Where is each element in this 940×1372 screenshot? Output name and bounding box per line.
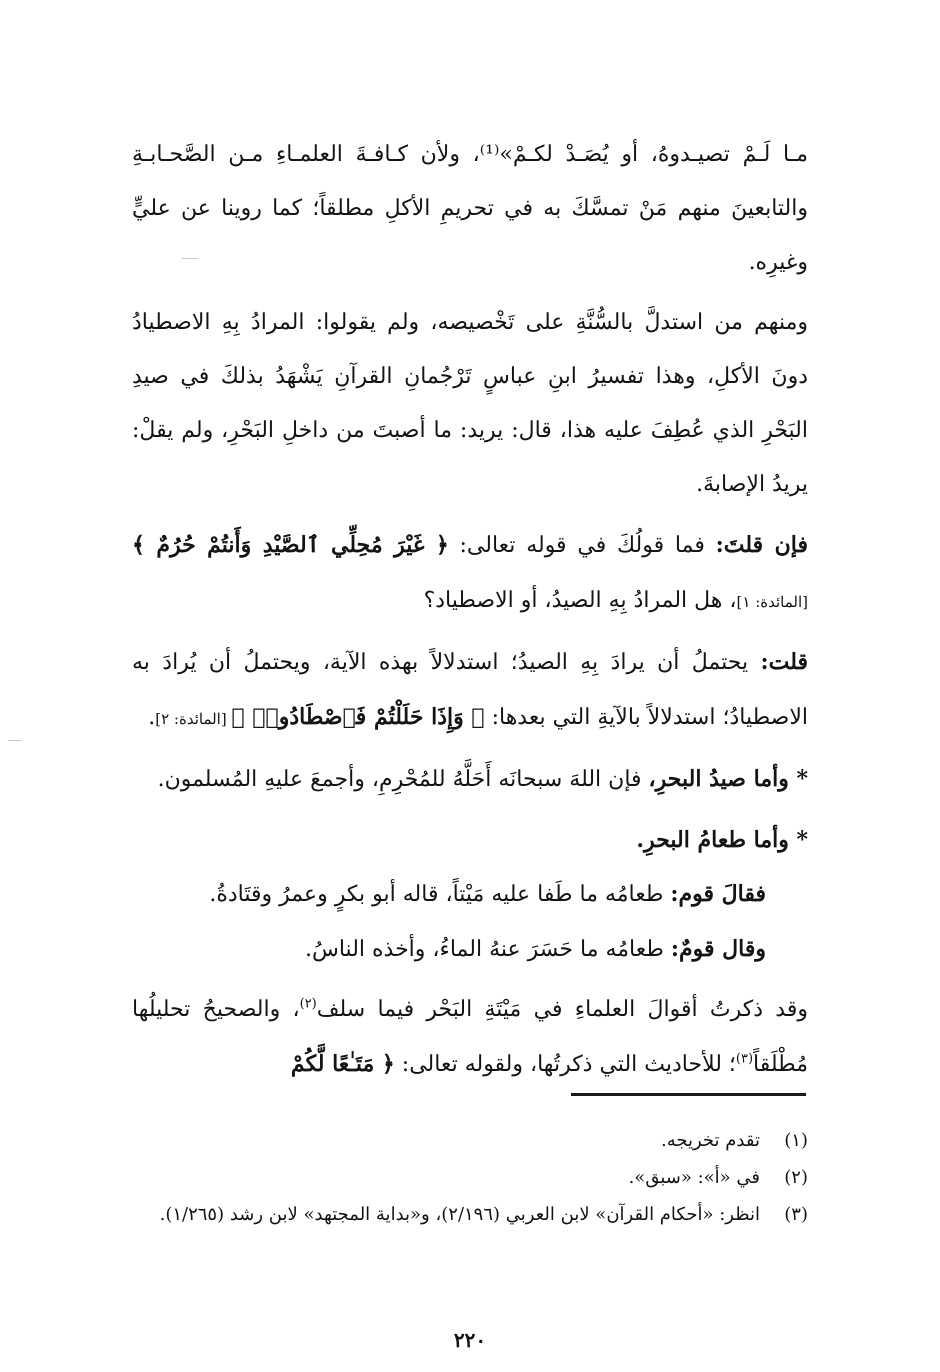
paragraph-5-text: فإن اللهَ سبحانَه أَحَلَّهُ للمُحْرِمِ، وأجمعَ عليهِ المُسلمون. [157, 767, 649, 792]
footnote-marker-3: (٣) [735, 1051, 754, 1067]
footnote-1 [132, 1122, 808, 1159]
footnote-marker-2: (٢) [299, 996, 317, 1012]
quran-verse-3: ﴿ مَتَـٰعًا لَّكُمْ [290, 1051, 395, 1077]
footnotes [132, 1122, 808, 1233]
paragraph-2: ومنهم من استدلَّ بالسُّنَّةِ على تَخْصيصه، ولم يقولوا: المرادُ بِهِ الاصطيادُ دونَ الأكلِ، وهذا تفسيرُ ابنِ عباسٍ تَرْجُمانِ القرآنِ يَشْهَدُ بذلكَ في صيدِ البَحْرِ الذي عُطِفَ عليه هذا، قال: يريد: ما أصبتَ من داخلِ البَحْرِ، ولم يقلْ: يريدُ الإصابةَ. [132, 310, 808, 497]
paragraph-3 [132, 518, 808, 629]
paragraph-9-text-c: ؛ للأحاديث التي ذكرتُها، ولقوله تعالى: [394, 1052, 736, 1077]
paragraph-9-text-a: وقد ذكرتُ أقوالَ العلماءِ في مَيْتَةِ البَحْر فيما سلف [316, 997, 808, 1022]
footnote-number: (٣) [784, 1204, 808, 1225]
paragraph-7 [132, 867, 808, 922]
footnote-3 [132, 1196, 808, 1233]
verse-reference-2: [المائدة: ٢] [155, 710, 232, 728]
scan-speck [8, 740, 22, 741]
paragraph-3-lead: فإن قلتَ: [715, 532, 808, 558]
paragraph-4-lead: قلت: [760, 649, 808, 675]
paragraph-7-lead: فقالَ قوم: [670, 881, 766, 907]
paragraph-8-text: طعامُه ما حَسَرَ عنهُ الماءُ، وأخذه الناسُ. [305, 937, 671, 962]
paragraph-4-text-b: . [148, 705, 156, 730]
paragraph-3-text-a: فما قولُكَ في قوله تعالى: [448, 533, 716, 558]
paragraph-8-lead: وقال قومٌ: [670, 936, 766, 962]
footnote-separator [571, 1093, 806, 1096]
footnote-text: تقدم تخريجه. [661, 1130, 760, 1151]
footnote-number: (٢) [784, 1167, 808, 1188]
scan-speck [182, 258, 198, 259]
paragraph-8 [132, 922, 808, 977]
footnote-text: في «أ»: «سبق». [628, 1167, 760, 1188]
paragraph-3-text-b: ، هل المرادُ بِهِ الصيدُ، أو الاصطياد؟ [423, 588, 737, 613]
paragraph-4 [132, 635, 808, 746]
quran-verse-1: ﴿ غَيْرَ مُحِلِّي ٱلصَّيْدِ وَأَنتُمْ حُرُمٌ ﴾ [132, 532, 449, 558]
footnote-number: (١) [784, 1130, 808, 1151]
main-text [132, 128, 808, 1092]
paragraph-6-heading: * وأما طعامُ البحرِ. [636, 827, 808, 853]
paragraph-7-text: طعامُه ما طَفا عليه مَيْتاً، قاله أبو بكرٍ وعمرُ وقتَادةُ. [209, 882, 671, 907]
paragraph-5-lead: * وأما صيدُ البحرِ، [648, 766, 808, 792]
verse-reference-1: [المائدة: ١] [736, 593, 808, 611]
quran-verse-2: ﴿ وَإِذَا حَلَلْتُمْ فَٱصْطَادُوا۟ ﴾ [231, 704, 485, 730]
footnote-text: انظر: «أحكام القرآن» لابن العربي (٢/١٩٦)، و«بداية المجتهد» لابن رشد (١/٢٦٥). [159, 1204, 760, 1225]
paragraph-9 [132, 983, 808, 1092]
paragraph-1: مـا لَـمْ تصيـدوهُ، أو يُصَـدْ لكـمْ»⁽¹⁾، ولأن كـافـةَ العلمـاءِ مـن الصَّحـابـةِ والتابعينَ منهم مَنْ تمسَّكَ به في تحريمِ الأكلِ مطلقاً؛ كما روينا عن عليٍّ وغيرِه. [132, 142, 808, 275]
page-number: ٢٢٠ [453, 1328, 487, 1352]
paragraph-9-text-b: ، والصحيحُ تحليلُها مُطْلَقاً [132, 997, 808, 1077]
paragraph-4-text-a: يحتملُ أن يرادَ بِهِ الصيدُ؛ استدلالاً بهذه الآية، ويحتملُ أن يُرادَ به الاصطيادُ؛ استدلالاً بالآيةِ التي بعدها: [132, 650, 808, 730]
paragraph-5 [132, 752, 808, 807]
footnote-2 [132, 1159, 808, 1196]
